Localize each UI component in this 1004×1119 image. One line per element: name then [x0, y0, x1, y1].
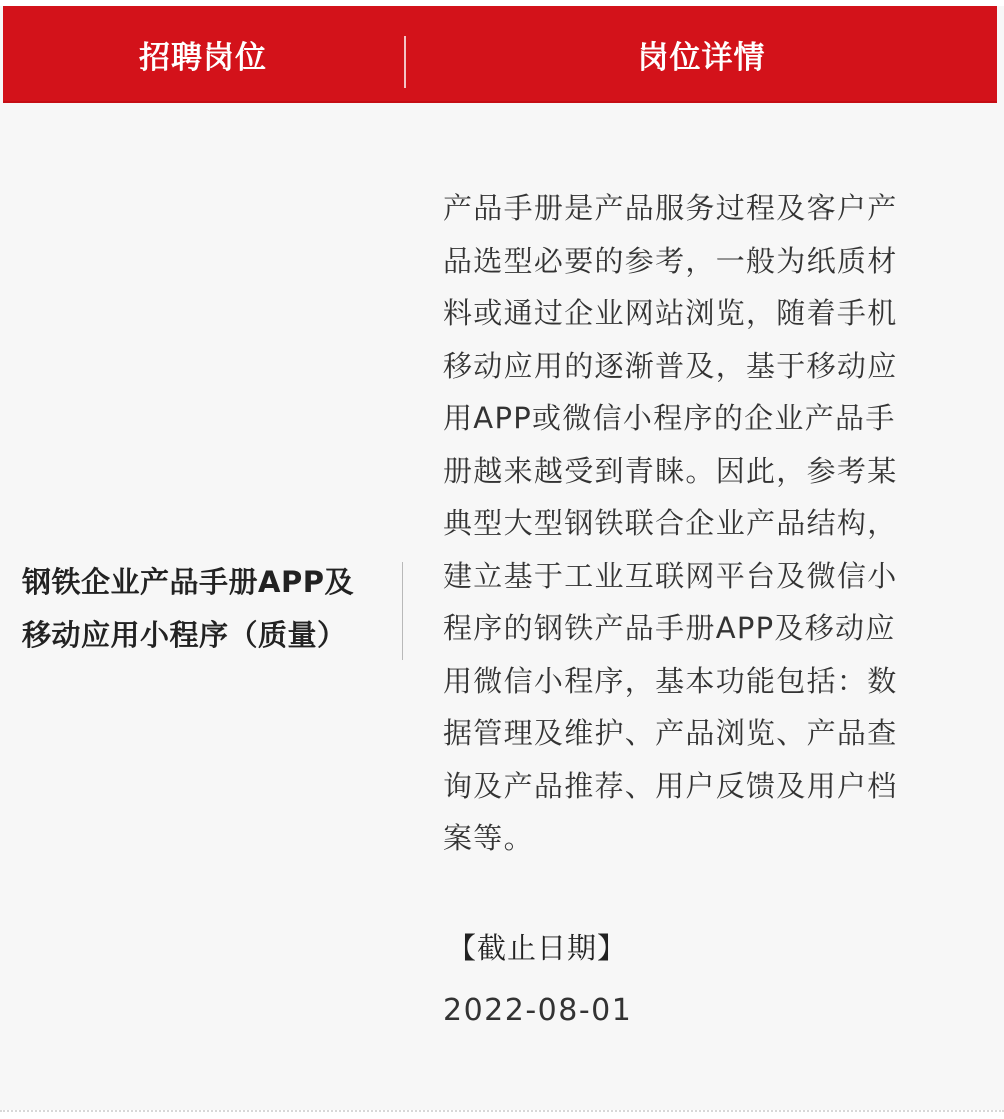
description-line: 移动应用的逐渐普及，基于移动应 [443, 348, 898, 383]
description-line: 产品手册是产品服务过程及客户产 [443, 191, 898, 225]
job-title-cell [22, 556, 402, 662]
description-line: 典型大型钢铁联合企业产品结构， [443, 506, 898, 540]
description-line: 用微信小程序，基本功能包括：数 [443, 663, 898, 698]
job-title-line: 移动应用小程序（质量） [22, 618, 347, 652]
description-line: 询及产品推荐、用户反馈及用户档 [443, 768, 898, 803]
header-position: 招聘岗位 [139, 40, 267, 76]
deadline-value: 2022-08-01 [443, 993, 633, 1028]
description-line: 建立基于工业互联网平台及微信小 [443, 558, 898, 593]
description-line: 册越来越受到青睐。因此，参考某 [443, 453, 898, 488]
job-title-line: 钢铁企业产品手册APP及 [22, 565, 354, 599]
description-line: 案等。 [443, 821, 534, 855]
deadline-label: 【截止日期】 [447, 931, 628, 965]
bottom-edge [0, 1110, 1004, 1119]
description-line: 用APP或微信小程序的企业产品手 [443, 401, 896, 435]
description-line: 品选型必要的参考，一般为纸质材 [443, 243, 898, 278]
header-details: 岗位详情 [637, 40, 766, 76]
description-line: 程序的钢铁产品手册APP及移动应 [443, 611, 896, 645]
description-line: 据管理及维护、产品浏览、产品查 [443, 716, 898, 750]
description-line: 料或通过企业网站浏览，随着手机 [443, 296, 898, 330]
column-divider [402, 562, 403, 660]
table-header [3, 6, 997, 103]
job-description [443, 182, 973, 865]
